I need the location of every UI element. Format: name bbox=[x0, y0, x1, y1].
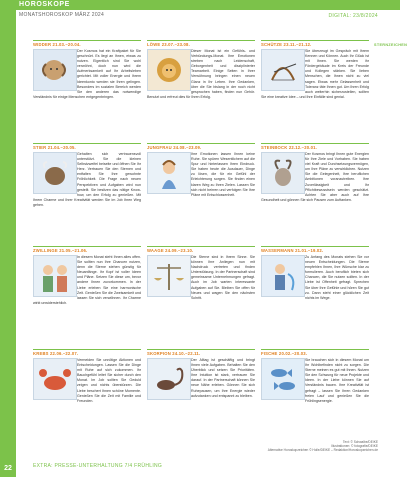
sign-title: WIDDER 21.03.–20.04. bbox=[33, 42, 81, 47]
sign-text: Ihre Emotionen lassen Ihnen keine Ruhe. Sie spüren Wesentlichem auf die Spur und hinterlassen Ihren Eindruck. Sie haben heute die Ausdauer, Dinge zu lösen, die für ein Gefühl der Erleichterung sorgen. Sie finden einen klaren Weg zu Ihren Zielen. Lassen Sie sich nicht beirren und verfolgen Sie Ihre Pläne mit Entschlossenheit. bbox=[191, 152, 255, 197]
edition-label: DIGITAL: 23/8/2024 bbox=[328, 13, 378, 19]
left-green-strip bbox=[0, 0, 16, 477]
credit-line: Alternative Horoskopzeichen © Holle/DEIKE – Redaktion/Horoskopzeichen.de bbox=[267, 448, 378, 453]
sign-text: Der Kosmos bringt Ihnen gute Energien für Ihre Ziele und Vorhaben. Sie haben viel Kraft und Durchsetzungsvermögen, um Ihre Pläne zu verwirklichen. Nutzen Sie die Gelegenheit, Ihre beruflichen Ambitionen voranzutreiben. Ihre Zuverlässigkeit und Ihr Pflichtbewusstsein werden geschätzt. Achten Sie aber auch auf Ihre Gesundheit und gönnen Sie sich Pausen zum Auftanken. bbox=[261, 152, 369, 202]
sign-card-loewe bbox=[147, 40, 255, 142]
sign-card-skorpion bbox=[147, 349, 255, 451]
sign-title: STIER 21.04.–20.05. bbox=[33, 145, 76, 150]
sign-card-stier bbox=[33, 143, 141, 245]
sign-card-waage bbox=[147, 246, 255, 348]
page-subtitle: MONATSHOROSKOP MÄRZ 2024 bbox=[19, 12, 105, 18]
sign-text: Sie brauchen sich in diesem Monat um Ihr Wohlbefinden nicht zu sorgen. Die Sterne meinen es gut mit Ihnen. Nutzen Sie den Schwung für neue Projekte und Ideen. In der Liebe können Sie auf Verständnis bauen. Ihre Kreativität ist gefragt – lassen Sie Ihren Gedanken freien Lauf und genießen Sie die Frühlingsenergie. bbox=[305, 358, 369, 403]
sign-title: STEINBOCK 22.12.–20.01. bbox=[261, 145, 318, 150]
sign-text: Die Sterne sind in Ihrem Sinne. Sie können Ihre Anliegen nun mit Nachdruck vertreten und finden Unterstützung. In der Partnerschaft sind gemeinsame Unternehmungen gefragt. Auch im Job warten interessante Aufgaben auf Sie. Bleiben Sie offen für Neues und wagen Sie den nächsten Schritt. bbox=[191, 255, 255, 300]
sign-title: SCHÜTZE 23.11.–21.12. bbox=[261, 42, 312, 47]
page-number: 22 bbox=[4, 465, 12, 472]
credits bbox=[268, 440, 378, 453]
header-bar bbox=[16, 0, 400, 10]
page-title: HOROSKOPE bbox=[19, 1, 70, 8]
sign-text: Dieser Monat ist ein Gefühls- und Verbündungs-Monat. Ihre Emotionen streben nach Leidenschaft, Geborgenheit und disziplinierter Teamarbeit. Einige Seiten in Ihrer Verwöhnung bringen einen neuen Glanz in Ihr Leben. Ihre Gedanken, über die Sie bislang in der noch nicht gesprochen haben, finden nun Gehör. Benutzt und erfreut dies für Ihren Erfolg. bbox=[147, 49, 255, 99]
sign-card-fische bbox=[261, 349, 369, 451]
sign-text: Sie überzeugt im Gespräch mit Ihrem Kennen und Können. Auch Ihr Glück ist mit Ihnen. Sie werden ihr Fördergebäude im Kreis der Freunde und Kollegen stärken. Sie lieben Menschen, die Ihnen nicht zu viel sagen. Etwas mehr Gelassenheit und Toleranz täte Ihnen gut. Um Ihren Erfolg auch weiterhin sicherzustellen, sollten Sie eine kreative Idee – und Ihre Einfälle sind genial. bbox=[261, 49, 369, 99]
sign-card-steinbock bbox=[261, 143, 369, 245]
sign-title: WASSERMANN 21.01.–19.02. bbox=[261, 248, 324, 253]
sign-title: KREBS 22.06.–22.07. bbox=[33, 351, 79, 356]
footer-text: EXTRA: PRESSE-UNTERHALTUNG 7/4 FRÜHLING bbox=[33, 463, 163, 469]
credit-line: Text: © Schwalbe/DEIKE bbox=[342, 440, 378, 444]
sign-text: Zu Anfang des Monats stehen Sie vor neuen Entscheidungen. Die Sterne empfehlen Ihnen, Ihre Wünsche klar zu formulieren. Auch beruflich bieten sich Chancen, die Sie nutzen sollten. In der Liebe ist Offenheit gefragt. Sprechen Sie über Ihre Gefühle und hören Sie gut zu. Dann steht einer glücklichen Zeit nichts im Wege. bbox=[305, 255, 369, 300]
sign-title: JUNGFRAU 24.08.–23.09. bbox=[147, 145, 202, 150]
sign-title: SKORPION 24.10.–22.11. bbox=[147, 351, 201, 356]
sign-card-krebs bbox=[33, 349, 141, 451]
sign-card-zwillinge bbox=[33, 246, 141, 348]
sign-card-schuetze bbox=[261, 40, 369, 142]
sign-card-widder bbox=[33, 40, 141, 142]
sign-text: Vermeiden Sie unnötige Aktionen und Entscheidungen. Lassen Sie die Dinge mit Ruhe auf sich zukommen. Ihr Bauchgefühl leitet Sie sicher durch den Monat. Im Job sollten Sie Geduld zeigen und nichts überstürzen. Die Liebe beschert Ihnen schöne Momente. Genießen Sie die Zeit mit Familie und Freunden. bbox=[77, 358, 141, 403]
sign-card-wassermann bbox=[261, 246, 369, 348]
sign-card-jungfrau bbox=[147, 143, 255, 245]
sign-text: Der Kosmos hat ein Kraftpaket für Sie geschnürt. Es liegt an Ihnen, etwas zu nutzen. Eigentlich sind Sie wohl verwöhnt, doch nun wird die Aufmerksamkeit auf Ihr Arbeitsleben gerichtet. Mit voller Energie und Ihrem Ideenkonto werden sie Ihren gelingen. Besonders im sozialen Bereich werden Sie den anderen das notwendige Verständnis für einige Menschen entgegenbringen. bbox=[33, 49, 141, 99]
sign-text: Der Alltag ist geschäftig und bringt Ihnen viele Aufgaben. Behalten Sie den Überblick und setzen Sie Prioritäten. Ihre Intuition ist stark, vertrauen Sie darauf. In der Partnerschaft können Sie neue Nähe erleben. Gönnen Sie sich Ruhepausen, um Ihre Energie wieder aufzutanken und entspannt zu bleiben. bbox=[191, 358, 255, 398]
aside-label: STERNZEICHEN bbox=[374, 43, 407, 47]
sign-title: FISCHE 20.02.–20.03. bbox=[261, 351, 308, 356]
sign-title: ZWILLINGE 21.05.–21.06. bbox=[33, 248, 88, 253]
sign-text: Gehalten sich vertrauensvoll unterstützt. Sie die kleinen Selbstzweifel beiseite und öffnen Sie Ihr Herz. Vertrauen Sie den Sternen und entfalten Sie Ihre gewohnte Fröhlichkeit. Die Frage nach neuen Perspektiven und Aufgaben wird nun gestellt. Sie besitzen das nötige Know-how, um den Erfolg zu genießen. Mit Ihrem Charme und Ihrer Kreativität werden Sie im Job Ihren Weg gehen. bbox=[33, 152, 141, 207]
sign-title: WAAGE 24.09.–23.10. bbox=[147, 248, 194, 253]
sign-text: In diesem Monat steht Ihnen alles offen. Sie sollten nun Ihre Chancen nutzen, denn die Sterne stehen günstig für Neuanfänge. Ihr Kopf ist voller Ideen und Pläne. Setzen Sie diese um, bevor andere Ihnen zuvorkommen. In der Liebe erleben Sie eine harmonische Zeit. Genießen Sie die Zweisamkeit und lassen Sie sich verwöhnen. Ihr Charme wirkt unwiderstehlich. bbox=[33, 255, 141, 305]
credit-line: Illustrationen: © fotografie/DEIKE bbox=[331, 444, 378, 449]
sign-title: LÖWE 23.07.–23.08. bbox=[147, 42, 190, 47]
